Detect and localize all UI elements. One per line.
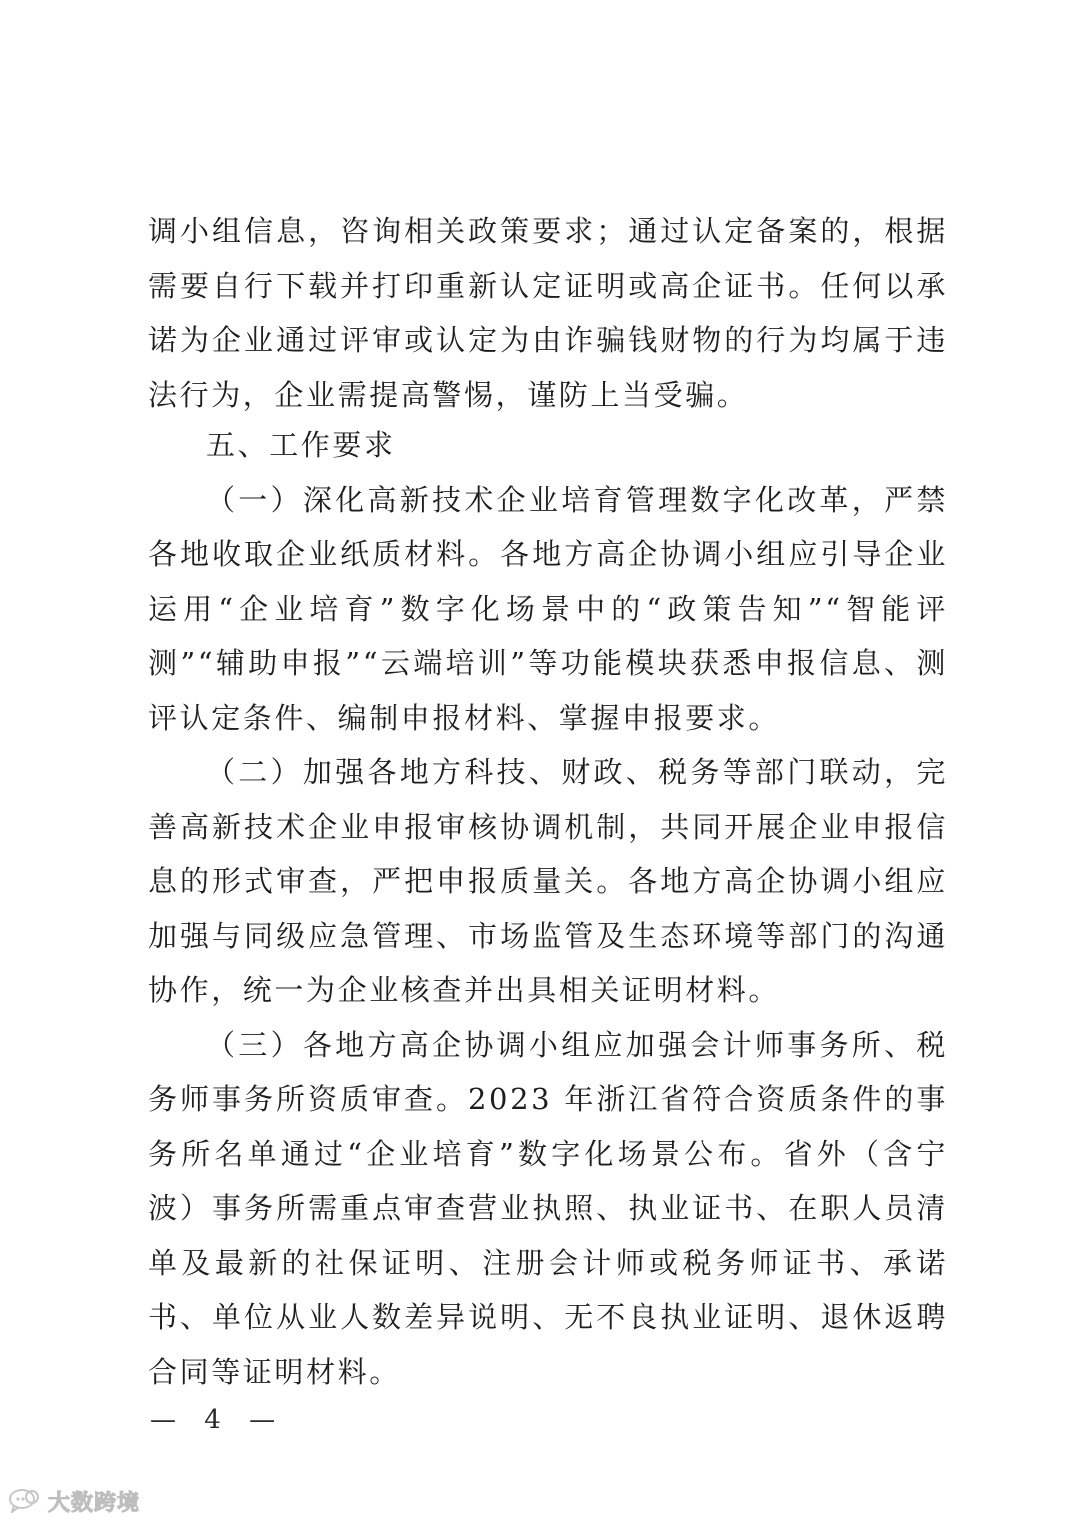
- chat-bubble-logo-icon: [8, 1487, 42, 1517]
- page-number: — 4 —: [150, 1405, 286, 1435]
- continuation-paragraph: 调小组信息，咨询相关政策要求；通过认定备案的，根据需要自行下载并打印重新认定证明或高企证书。任何以承诺为企业通过评审或认定为由诈骗钱财物的行为均属于违法行为，企业需提高警惕，谨防上当受骗。: [148, 214, 948, 412]
- paragraph-3: （三）各地方高企协调小组应加强会计师事务所、税务师事务所资质审查。2023 年浙江省符合资质条件的事务所名单通过“企业培育”数字化场景公布。省外（含宁波）事务所需重点审查营业执照、执业证书、在职人员清单及最新的社保证明、注册会计师或税务师证书、承诺书、单位从业人数差异说明、无不良执业证明、退休返聘合同等证明材料。: [148, 1027, 948, 1389]
- section-work-requirements: [148, 418, 948, 1399]
- paragraph-2: （二）加强各地方科技、财政、税务等部门联动，完善高新技术企业申报审核协调机制，共同开展企业申报信息的形式审查，严把申报质量关。各地方高企协调小组应加强与同级应急管理、市场监管及生态环境等部门的沟通协作，统一为企业核查并出具相关证明材料。: [148, 755, 948, 1007]
- watermark: [8, 1486, 140, 1517]
- paragraph-1: （一）深化高新技术企业培育管理数字化改革，严禁各地收取企业纸质材料。各地方高企协调小组应引导企业运用“企业培育”数字化场景中的“政策告知”“智能评测”“辅助申报”“云端培训”等功能模块获悉申报信息、测评认定条件、编制申报材料、掌握申报要求。: [148, 482, 948, 735]
- section-heading: 五、工作要求: [206, 428, 396, 462]
- watermark-text: 大数跨境: [48, 1491, 141, 1516]
